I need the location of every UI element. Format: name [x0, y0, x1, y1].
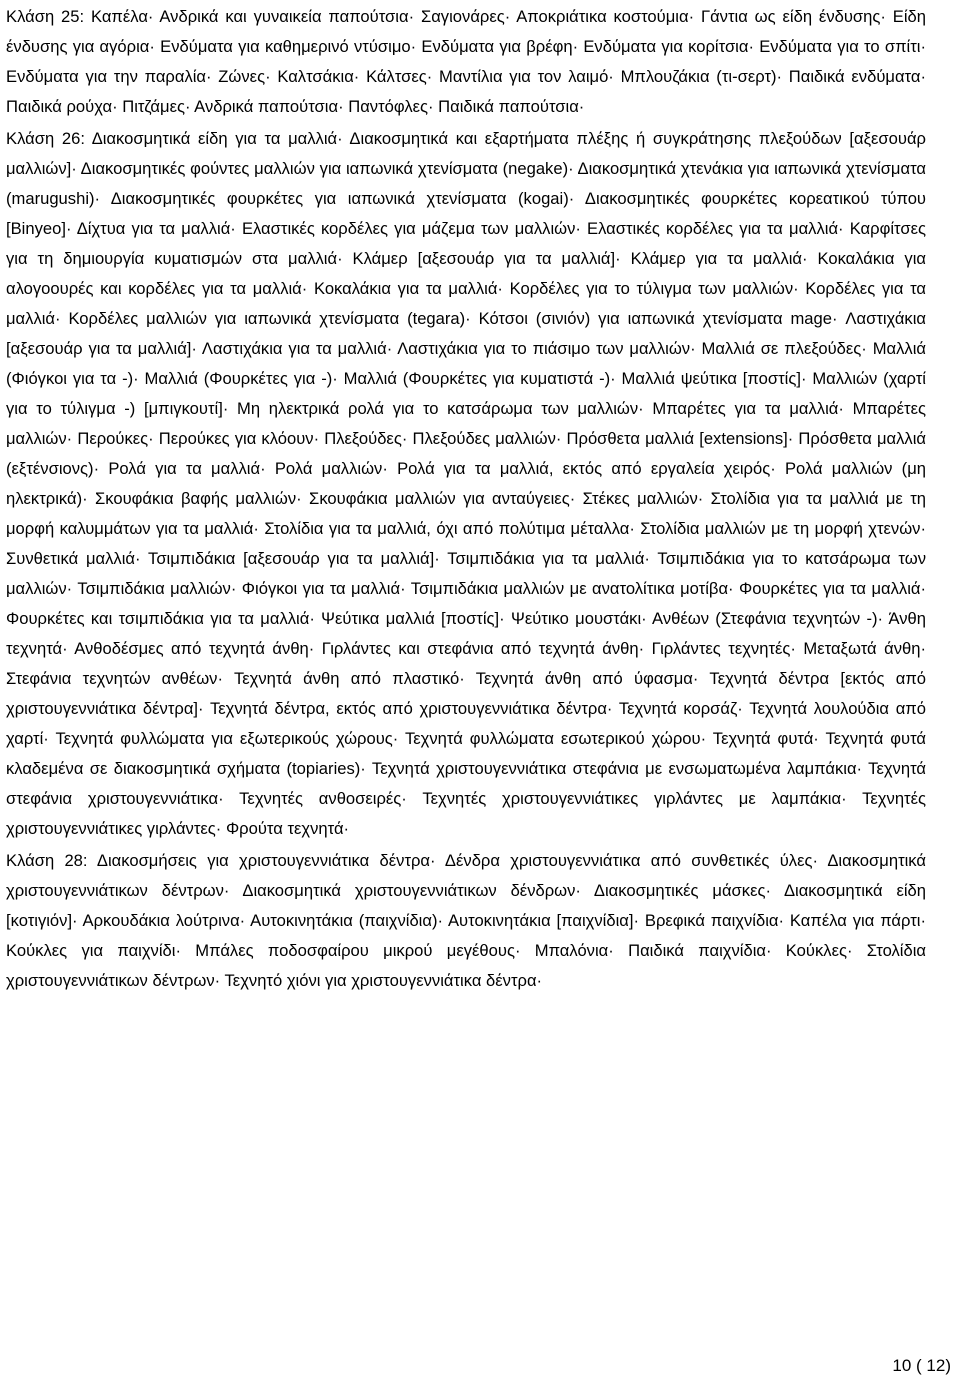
paragraph-text: Κλάση 25: Καπέλα· Ανδρικά και γυναικεία παπούτσια· Σαγιονάρες· Αποκριάτικα κοστούμια· Γάντια ως είδη ένδυσης· Είδη ένδυσης για αγόρια· Ενδύματα για καθημερινό ντύσιμο· Ενδύματα για βρέφη· Ενδύματα για κορίτσια· Ενδύματα για το σπίτι· Ενδύματα για την παραλία· Ζώνες· Καλτσάκια· Κάλτσες· Μαντίλια για τον λαιμό· Μπλουζάκια (τι-σερτ)· Παιδικά ενδύματα· Παιδικά ρούχα· Πιτζάμες· Ανδρικά παπούτσια· Παντόφλες· Παιδικά παπούτσια·: [6, 7, 926, 116]
paragraph-class-26: [6, 122, 926, 844]
paragraph-text: Κλάση 28: Διακοσμήσεις για χριστουγεννιάτικα δέντρα· Δένδρα χριστουγεννιάτικα από συνθετικές ύλες· Διακοσμητικά χριστουγεννιάτικων δέντρων· Διακοσμητικά χριστουγεννιάτικων δένδρων· Διακοσμητικές μάσκες· Διακοσμητικά είδη [κοτιγιόν]· Αρκουδάκια λούτρινα· Αυτοκινητάκια (παιχνίδια)· Αυτοκινητάκια [παιχνίδια]· Βρεφικά παιχνίδια· Καπέλα για πάρτι· Κούκλες για παιχνίδι· Μπάλες ποδοσφαίρου μικρού μεγέθους· Μπαλόνια· Παιδικά παιχνίδια· Κούκλες· Στολίδια χριστουγεννιάτικων δέντρων· Τεχνητό χιόνι για χριστουγεννιάτικα δέντρα·: [6, 851, 926, 990]
page-number: 10 ( 12): [892, 1356, 951, 1375]
paragraph-class-25: [6, 0, 926, 122]
paragraph-class-28: [6, 844, 926, 996]
paragraph-text: Κλάση 26: Διακοσμητικά είδη για τα μαλλιά· Διακοσμητικά και εξαρτήματα πλέξης ή συγκράτησης πλεξούδων [αξεσουάρ μαλλιών]· Διακοσμητικές φούντες μαλλιών για ιαπωνικά χτενίσματα (negake)· Διακοσμητικά χτενάκια για ιαπωνικά χτενίσματα (marugushi)· Διακοσμητικές φουρκέτες για ιαπωνικά χτενίσματα (kogai)· Διακοσμητικές φουρκέτες κορεατικού τύπου [Binyeo]· Δίχτυα για τα μαλλιά· Ελαστικές κορδέλες για μάζεμα των μαλλιών· Ελαστικές κορδέλες για τα μαλλιά· Καρφίτσες για τη δημιουργία κυματισμών στα μαλλιά· Κλάμερ [αξεσουάρ για τα μαλλιά]· Κλάμερ για τα μαλλιά· Κοκαλάκια για αλογοουρές και κορδέλες για τα μαλλιά· Κοκαλάκια για τα μαλλιά· Κορδέλες για το τύλιγμα των μαλλιών· Κορδέλες για τα μαλλιά· Κορδέλες μαλλιών για ιαπωνικά χτενίσματα (tegara)· Κότσοι (σινιόν) για ιαπωνικά χτενίσματα mage· Λαστιχάκια [αξεσουάρ για τα μαλλιά]· Λαστιχάκια για τα μαλλιά· Λαστιχάκια για το πιάσιμο των μαλλιών· Μαλλιά σε πλεξούδες· Μαλλιά (Φιόγκοι για τα -)· Μαλλιά (Φουρκέτες για -)· Μαλλιά (Φουρκέτες για κυματιστά -)· Μαλλιά ψεύτικα [ποστίς]· Μαλλιών (χαρτί για το τύλιγμα -) [μπιγκουτί]· Μη ηλεκτρικά ρολά για το κατσάρωμα των μαλλιών· Μπαρέτες για τα μαλλιά· Μπαρέτες μαλλιών· Περούκες· Περούκες για κλόουν· Πλεξούδες· Πλεξούδες μαλλιών· Πρόσθετα μαλλιά [extensions]· Πρόσθετα μαλλιά (εξτένσιονς)· Ρολά για τα μαλλιά· Ρολά μαλλιών· Ρολά για τα μαλλιά, εκτός από εργαλεία χειρός· Ρολά μαλλιών (μη ηλεκτρικά)· Σκουφάκια βαφής μαλλιών· Σκουφάκια μαλλιών για ανταύγειες· Στέκες μαλλιών· Στολίδια για τα μαλλιά με τη μορφή καλυμμάτων για τα μαλλιά· Στολίδια για τα μαλλιά, όχι από πολύτιμα μέταλλα· Στολίδια μαλλιών με τη μορφή χτενών· Συνθετικά μαλλιά· Τσιμπιδάκια [αξεσουάρ για τα μαλλιά]· Τσιμπιδάκια για τα μαλλιά· Τσιμπιδάκια για το κατσάρωμα των μαλλιών· Τσιμπιδάκια μαλλιών· Φιόγκοι για τα μαλλιά· Τσιμπιδάκια μαλλιών με ανατολίτικα μοτίβα· Φουρκέτες για τα μαλλιά· Φουρκέτες και τσιμπιδάκια για τα μαλλιά· Ψεύτικα μαλλιά [ποστίς]· Ψεύτικο μουστάκι· Ανθέων (Στεφάνια τεχνητών -)· Άνθη τεχνητά· Ανθοδέσμες από τεχνητά άνθη· Γιρλάντες και στεφάνια από τεχνητά άνθη· Γιρλάντες τεχνητές· Μεταξωτά άνθη· Στεφάνια τεχνητών ανθέων· Τεχνητά άνθη από πλαστικό· Τεχνητά άνθη από ύφασμα· Τεχνητά δέντρα [εκτός από χριστουγεννιάτικα δέντρα]· Τεχνητά δέντρα, εκτός από χριστουγεννιάτικα δέντρα· Τεχνητά κορσάζ· Τεχνητά λουλούδια από χαρτί· Τεχνητά φυλλώματα για εξωτερικούς χώρους· Τεχνητά φυλλώματα εσωτερικού χώρου· Τεχνητά φυτά· Τεχνητά φυτά κλαδεμένα σε διακοσμητικά σχήματα (topiaries)· Τεχνητά χριστουγεννιάτικα στεφάνια με ενσωματωμένα λαμπάκια· Τεχνητά στεφάνια χριστουγεννιάτικα· Τεχνητές ανθοσειρές· Τεχνητές χριστουγεννιάτικες γιρλάντες με λαμπάκια· Τεχνητές χριστουγεννιάτικες γιρλάντες· Φρούτα τεχνητά·: [6, 129, 926, 838]
document-page: [6, 0, 926, 996]
